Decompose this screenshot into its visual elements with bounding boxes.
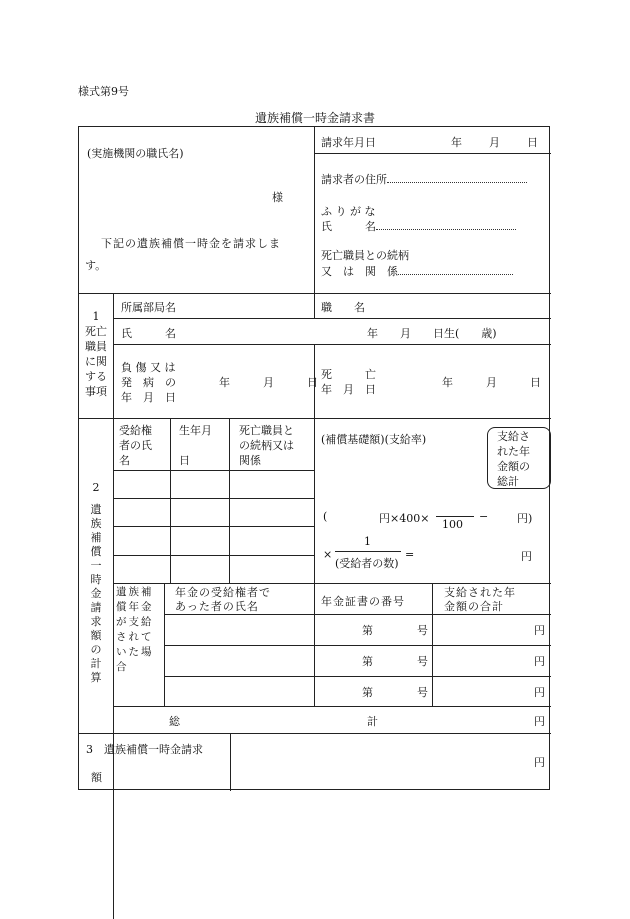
relation-label1: 死亡職員との続柄: [321, 249, 409, 262]
section3-yen: 円: [534, 756, 545, 769]
pension-col-total: 支給された年 金額の合計: [444, 586, 516, 613]
date-day: 日: [527, 136, 538, 149]
formula-open: (: [323, 510, 328, 523]
pension-yen-2: 円: [534, 655, 545, 668]
section1-number: 1: [92, 310, 100, 323]
deceased-name-label: 氏 名: [121, 327, 176, 340]
agency-label: (実施機関の職氏名): [87, 147, 184, 160]
relation-field[interactable]: [321, 263, 513, 279]
fraction-bar-100: [436, 516, 474, 517]
cert-number-1: 第 号: [362, 624, 428, 637]
section3-label2: 額: [91, 771, 102, 784]
claimant-name-field[interactable]: [321, 218, 516, 234]
section3-label: 3 遺族補償一時金請求: [86, 743, 203, 756]
pension-side-label: 遺族補償年金が支給されていた場合: [116, 586, 154, 673]
injury-label3: 年 月 日: [121, 391, 176, 404]
cert-number-2: 第 号: [362, 655, 428, 668]
pension-yen-3: 円: [534, 686, 545, 699]
fraction-denominator: (受給者の数): [335, 557, 399, 570]
total-label: 総 計: [169, 715, 378, 728]
total-yen: 円: [534, 715, 545, 728]
sama-label: 様: [272, 191, 283, 204]
date-label: 請求年月日: [321, 136, 376, 149]
death-date: 年 月 日: [442, 376, 541, 389]
formula-close: 円): [517, 512, 533, 525]
dept-label: 所属部局名: [121, 301, 176, 314]
col-relation: 死亡職員と の続柄又は 関係: [239, 424, 294, 467]
death-label2: 年 月 日: [321, 383, 376, 396]
form-title: 遺族補償一時金請求書: [254, 111, 375, 125]
claimant-name-label: 氏 名: [321, 220, 376, 233]
post-label: 職 名: [321, 301, 365, 314]
pension-col-name: 年金の受給権者で あった者の氏名: [175, 586, 271, 613]
declaration-line1: 下記の遺族補償一時金を請求しま: [101, 237, 281, 250]
birth-date: 年 月 日生( 歳): [367, 327, 497, 340]
paid-total-label: 支給さ れた年 金額の 総計: [497, 430, 530, 488]
col-birthdate: 生年月 日: [179, 424, 212, 467]
furigana-label: ふ り が な: [321, 205, 376, 218]
date-month: 月: [489, 136, 500, 149]
formula-yen: 円: [521, 550, 532, 563]
formula-head: (補償基礎額)(支給率): [321, 433, 427, 446]
relation-label2: 又 は 関 係: [321, 265, 398, 278]
formula-equals: =: [405, 548, 415, 561]
section2-number: 2: [92, 481, 100, 494]
col-recipient-name: 受給権 者の氏 名: [119, 424, 152, 467]
injury-date: 年 月 日: [219, 376, 318, 389]
form-number: 様式第9号: [78, 85, 129, 98]
section1-label: 死亡 職員 に関 する 事項: [85, 325, 107, 398]
address-label: 請求者の住所: [321, 173, 387, 186]
fraction-numerator: 1: [364, 535, 371, 548]
formula-denominator: 100: [442, 518, 463, 531]
fraction-bar-recipients: [335, 551, 401, 552]
cert-number-3: 第 号: [362, 686, 428, 699]
injury-label2: 発 病 の: [121, 376, 176, 389]
pension-yen-1: 円: [534, 624, 545, 637]
formula-minus: −: [479, 510, 489, 523]
claim-form: [78, 126, 550, 790]
injury-label1: 負 傷 又 は: [121, 361, 176, 374]
address-field[interactable]: [321, 171, 527, 187]
date-year: 年: [451, 136, 462, 149]
death-label1: 死 亡: [321, 368, 376, 381]
declaration-line2: す。: [85, 259, 107, 272]
formula-times: ×: [323, 548, 333, 561]
pension-col-cert: 年金証書の番号: [321, 595, 405, 608]
formula-yen400: 円×400×: [379, 512, 430, 525]
section2-label: 遺 族 補 償 一 時 金 請 求 額 の 計 算: [90, 503, 102, 684]
